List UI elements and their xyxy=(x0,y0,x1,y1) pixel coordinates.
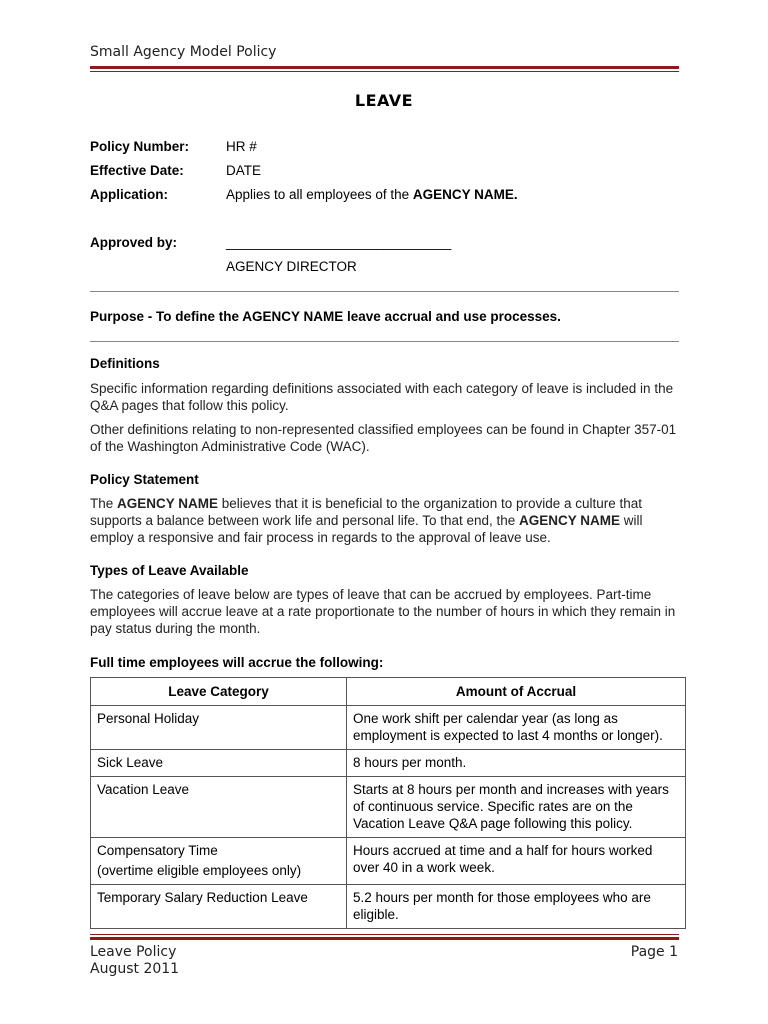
purpose-statement: Purpose - To define the AGENCY NAME leave accrual and use processes. xyxy=(90,309,561,324)
footer-document-name: Leave Policy xyxy=(90,944,177,960)
leave-category-label: Compensatory Time xyxy=(97,843,218,858)
accrual-amount-cell: 5.2 hours per month for those employees who are eligible. xyxy=(347,885,686,929)
approved-by-title: AGENCY DIRECTOR xyxy=(226,259,357,274)
effective-date-value: DATE xyxy=(226,163,262,178)
application-value xyxy=(226,187,518,202)
application-label: Application: xyxy=(90,187,168,202)
divider-top xyxy=(90,291,679,292)
definitions-paragraph-1: Specific information regarding definitions associated with each category of leave is included in the Q&A pages that follow this policy. xyxy=(90,381,674,413)
column-header-amount-of-accrual: Amount of Accrual xyxy=(347,678,686,706)
leave-category-note: (overtime eligible employees only) xyxy=(97,863,302,878)
header-rule-thin xyxy=(90,71,679,72)
table-row xyxy=(91,777,686,838)
leave-category-cell: Temporary Salary Reduction Leave xyxy=(91,885,347,929)
policy-text-1: The xyxy=(90,496,118,511)
table-header-row xyxy=(91,678,686,706)
table-row xyxy=(91,750,686,777)
footer-rule-thin xyxy=(90,934,679,935)
accrual-amount-cell: Starts at 8 hours per month and increases with years of continuous service. Specific rates are on the Vacation Leave Q&A page following this policy. xyxy=(347,777,686,838)
leave-category-cell: Vacation Leave xyxy=(91,777,347,838)
table-row xyxy=(91,838,686,885)
policy-text-3: will employ a responsive and fair process in regards to the approval of leave use. xyxy=(90,513,643,545)
accrual-amount-cell: One work shift per calendar year (as long as employment is expected to last 4 months or longer). xyxy=(347,706,686,750)
application-agency: AGENCY NAME. xyxy=(412,187,518,202)
column-header-leave-category: Leave Category xyxy=(91,678,347,706)
accrual-amount-cell: 8 hours per month. xyxy=(347,750,686,777)
application-text: Applies to all employees of the xyxy=(226,187,413,202)
definitions-paragraph-2: Other definitions relating to non-represented classified employees can be found in Chapter 357-01 of the Washington Administrative Code (WAC). xyxy=(90,422,677,454)
leave-accrual-table xyxy=(90,677,686,929)
leave-category-cell xyxy=(91,838,347,885)
policy-statement-paragraph xyxy=(90,495,682,546)
policy-agency-1: AGENCY NAME xyxy=(117,496,219,511)
table-row xyxy=(91,885,686,929)
leave-category-cell: Personal Holiday xyxy=(91,706,347,750)
footer-rule-thick xyxy=(90,937,679,940)
types-heading: Types of Leave Available xyxy=(90,563,249,578)
page-title: LEAVE xyxy=(354,91,414,110)
approved-by-label: Approved by: xyxy=(90,235,178,250)
policy-text-2: believes that it is beneficial to the organization to provide a culture that supports a balance between work life and personal life. To that end, the xyxy=(90,496,643,528)
page-header: Small Agency Model Policy xyxy=(90,44,277,60)
full-time-heading: Full time employees will accrue the following: xyxy=(90,655,384,670)
header-rule-thick xyxy=(90,66,679,69)
footer-page-number: Page 1 xyxy=(630,944,678,960)
definitions-heading: Definitions xyxy=(90,356,160,371)
table-row xyxy=(91,706,686,750)
effective-date-label: Effective Date: xyxy=(90,163,184,178)
policy-statement-heading: Policy Statement xyxy=(90,472,199,487)
approved-by-signature-line: ______________________________ xyxy=(226,235,452,250)
types-paragraph: The categories of leave below are types of leave that can be accrued by employees. Part-time employees will accrue leave at a rate proportionate to the number of hours in which they remain in pay status during the month. xyxy=(90,587,676,636)
divider-bottom xyxy=(90,341,679,342)
footer-date: August 2011 xyxy=(90,961,180,977)
policy-number-value: HR # xyxy=(226,139,257,154)
leave-category-cell: Sick Leave xyxy=(91,750,347,777)
policy-number-label: Policy Number: xyxy=(90,139,190,154)
policy-agency-2: AGENCY NAME xyxy=(519,513,621,528)
accrual-amount-cell: Hours accrued at time and a half for hours worked over 40 in a work week. xyxy=(347,838,686,885)
